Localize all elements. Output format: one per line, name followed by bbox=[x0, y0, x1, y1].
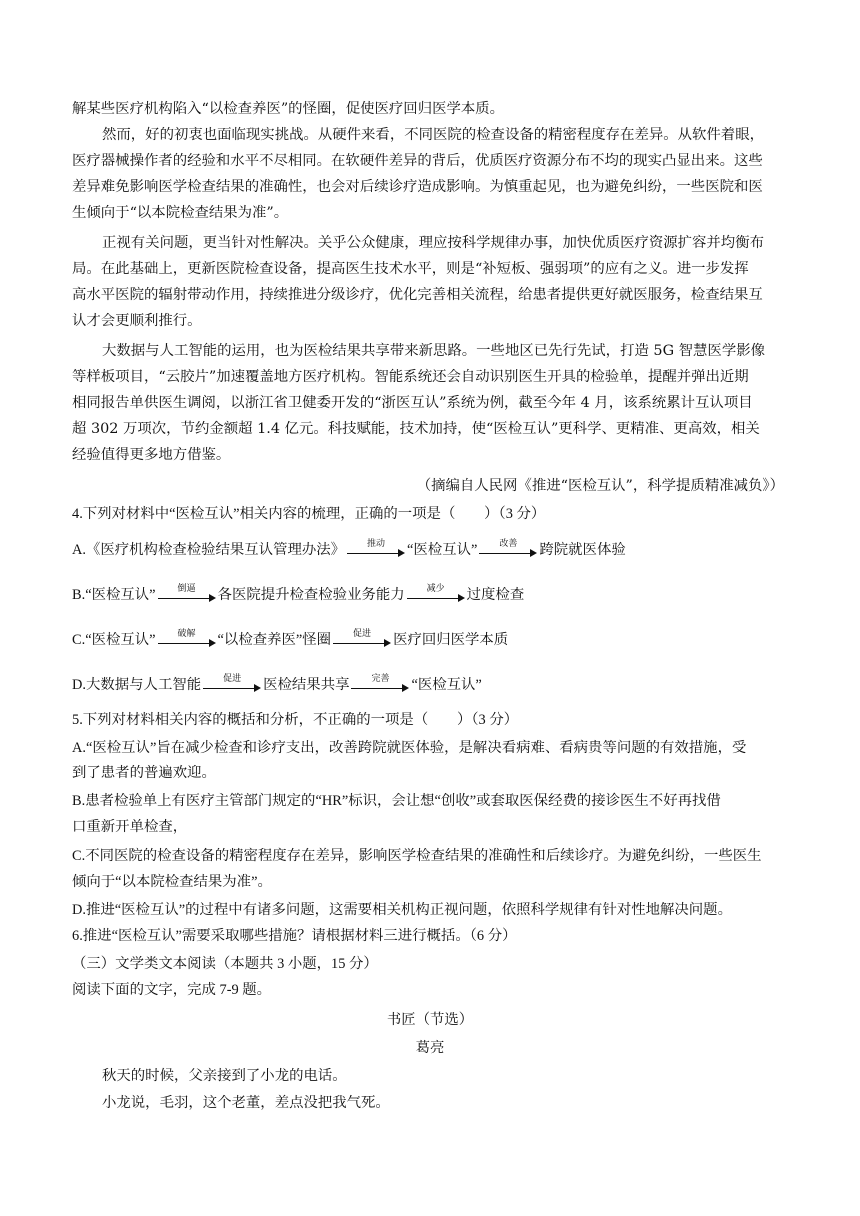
story-line: 秋天的时候，父亲接到了小龙的电话。 bbox=[102, 1068, 347, 1084]
q4-b-middle: 各医院提升检查检验业务能力 bbox=[217, 587, 405, 603]
arrow-label: 减少 bbox=[426, 582, 445, 593]
passage-line: 超 302 万项次，节约金额超 1.4 亿元。科技赋能，技术加持，使“医检互认”更科学、更精准、更高效，相关 bbox=[72, 421, 760, 437]
q5-option-c: C.不同医院的检查设备的精密程度存在差异，影响医学检查结果的准确性和后续诊疗。为避免纠纷，一些医生 bbox=[72, 848, 762, 864]
story-author: 葛亮 bbox=[415, 1040, 445, 1056]
q5-option-d: D.推进“医检互认”的过程中有诸多问题，这需要相关机构正视问题，依照科学规律有针对性地解决问题。 bbox=[72, 902, 732, 918]
q4-c-start: C.“医检互认” bbox=[72, 632, 156, 648]
arrow-icon bbox=[351, 672, 409, 693]
q5-option-b-cont: 口重新开单检查， bbox=[72, 819, 188, 835]
arrow-icon bbox=[347, 537, 405, 558]
passage-line: 等样板项目，“云胶片”加速覆盖地方医疗机构。智能系统还会自动识别医生开具的检验单，提醒并弹出近期 bbox=[72, 369, 749, 385]
arrow-icon bbox=[479, 537, 537, 558]
q5-option-a-cont: 到了患者的普遍欢迎。 bbox=[72, 765, 216, 781]
q4-a-end: 跨院就医体验 bbox=[539, 542, 626, 558]
passage-line: 经验值得更多地方借鉴。 bbox=[72, 447, 231, 463]
q4-d-middle: 医检结果共享 bbox=[263, 677, 350, 693]
q4-c-middle: “以检查养医”怪圈 bbox=[217, 632, 332, 648]
section-instruction: 阅读下面的文字，完成 7-9 题。 bbox=[72, 982, 272, 998]
arrow-label: 推动 bbox=[367, 537, 386, 548]
q4-a-middle: “医检互认” bbox=[407, 542, 478, 558]
passage-line: 局。在此基础上，更新医院检查设备，提高医生技术水平，则是“补短板、强弱项”的应有之义。进一步发挥 bbox=[72, 261, 749, 277]
story-title: 书匠（节选） bbox=[386, 1012, 474, 1028]
q4-d-end: “医检互认” bbox=[411, 677, 482, 693]
passage-line: 相同报告单供医生调阅，以浙江省卫健委开发的“浙医互认”系统为例，截至今年 4 月，该系统累计互认项目 bbox=[72, 395, 753, 411]
arrow-label: 改善 bbox=[499, 537, 518, 548]
q4-option-b bbox=[72, 582, 525, 605]
arrow-icon bbox=[203, 672, 261, 693]
arrow-label: 促进 bbox=[223, 672, 242, 683]
arrow-icon bbox=[158, 627, 216, 648]
q4-b-end: 过度检查 bbox=[466, 587, 525, 603]
passage-line: 生倾向于“以本院检查结果为准”。 bbox=[72, 205, 289, 221]
passage-line: 医疗器械操作者的经验和水平不尽相同。在软硬件差异的背后，优质医疗资源分布不均的现实凸显出来。这些 bbox=[72, 153, 763, 169]
question-6-stem: 6.推进“医检互认”需要采取哪些措施？请根据材料三进行概括。（6 分） bbox=[72, 928, 517, 944]
q4-b-start: B.“医检互认” bbox=[72, 587, 156, 603]
q4-d-start: D.大数据与人工智能 bbox=[72, 677, 202, 693]
q5-option-c-cont: 倾向于“以本院检查结果为准”。 bbox=[72, 874, 272, 890]
q4-c-end: 医疗回归医学本质 bbox=[393, 632, 509, 648]
q4-option-a bbox=[72, 537, 626, 560]
arrow-label: 破解 bbox=[177, 627, 196, 638]
passage-line: 解某些医疗机构陷入“以检查养医”的怪圈，促使医疗回归医学本质。 bbox=[72, 101, 505, 117]
section-heading: （三）文学类文本阅读（本题共 3 小题，15 分） bbox=[72, 956, 378, 972]
arrow-label: 完善 bbox=[371, 672, 390, 683]
passage-line: 正视有关问题，更当针对性解决。关乎公众健康，理应按科学规律办事，加快优质医疗资源扩容并均衡布 bbox=[102, 235, 764, 251]
question-4-stem: 4.下列对材料中“医检互认”相关内容的梳理，正确的一项是（ ）（3 分） bbox=[72, 506, 546, 522]
passage-line: 大数据与人工智能的运用，也为医检结果共享带来新思路。一些地区已先行先试，打造 5G 智慧医学影像 bbox=[102, 343, 765, 359]
arrow-icon bbox=[158, 582, 216, 603]
passage-line: 然而，好的初衷也面临现实挑战。从硬件来看，不同医院的检查设备的精密程度存在差异。从软件着眼， bbox=[102, 127, 764, 143]
arrow-label: 促进 bbox=[353, 627, 372, 638]
question-5-stem: 5.下列对材料相关内容的概括和分析，不正确的一项是（ ）（3 分） bbox=[72, 712, 519, 728]
q4-a-start: A.《医疗机构检查检验结果互认管理办法》 bbox=[72, 542, 346, 558]
q4-option-c bbox=[72, 627, 509, 650]
passage-source: （摘编自人民网《推进“医检互认”，科学提质精准减负》） bbox=[416, 478, 784, 494]
passage-line: 差异难免影响医学检查结果的准确性，也会对后续诊疗造成影响。为慎重起见，也为避免纠纷，一些医院和医 bbox=[72, 179, 763, 195]
arrow-label: 倒逼 bbox=[177, 582, 196, 593]
q4-option-d bbox=[72, 672, 482, 695]
q5-option-b: B.患者检验单上有医疗主管部门规定的“HR”标识，会让想“创收”或套取医保经费的接诊医生不好再找借 bbox=[72, 793, 721, 809]
passage-line: 认才会更顺利推行。 bbox=[72, 313, 202, 329]
q5-option-a: A.“医检互认”旨在减少检查和诊疗支出，改善跨院就医体验，是解决看病难、看病贵等问题的有效措施，受 bbox=[72, 740, 747, 756]
arrow-icon bbox=[407, 582, 465, 603]
arrow-icon bbox=[333, 627, 391, 648]
passage-line: 高水平医院的辐射带动作用，持续推进分级诊疗，优化完善相关流程，给患者提供更好就医服务，检查结果互 bbox=[72, 287, 763, 303]
story-line: 小龙说，毛羽，这个老董，差点没把我气死。 bbox=[102, 1095, 390, 1111]
